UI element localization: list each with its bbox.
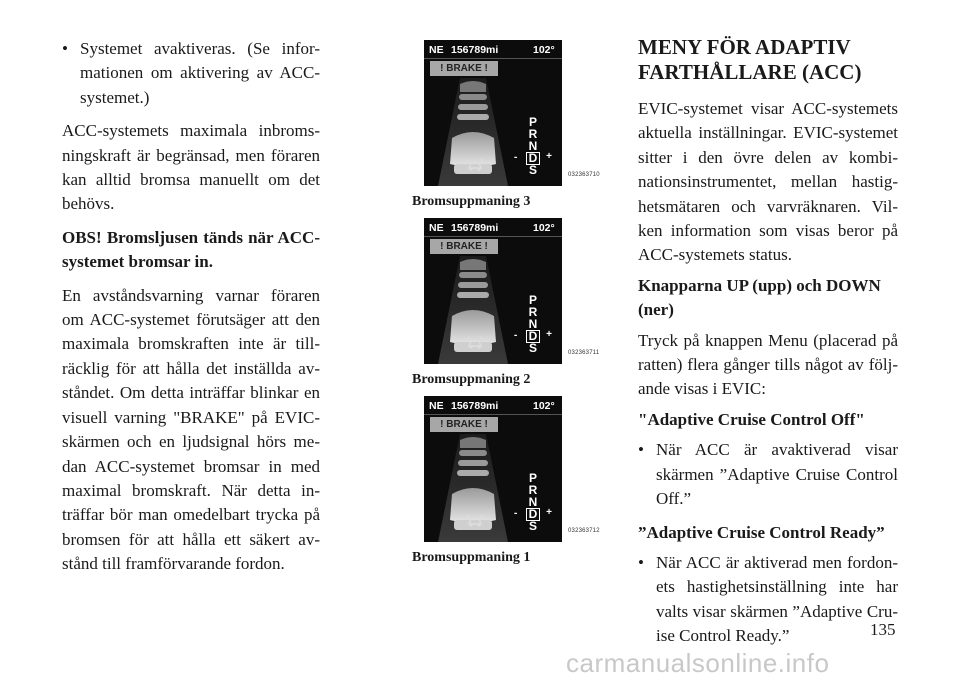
bullet-item bbox=[62, 37, 320, 110]
outside-temperature: 102° bbox=[533, 400, 555, 412]
gear-p: P bbox=[528, 471, 537, 485]
gear-minus: - bbox=[514, 152, 518, 163]
gear-s: S bbox=[528, 341, 537, 355]
gear-d: D bbox=[526, 508, 541, 521]
gear-p: P bbox=[528, 293, 537, 307]
figure-code: 032363712 bbox=[568, 528, 600, 534]
gear-d: D bbox=[526, 152, 541, 165]
figure-caption: Bromsuppmaning 2 bbox=[412, 372, 531, 387]
divider bbox=[424, 414, 562, 415]
evic-screen bbox=[424, 40, 562, 186]
evic-top-bar bbox=[424, 44, 562, 58]
compass-direction: NE bbox=[429, 400, 444, 412]
gear-d-row bbox=[514, 151, 552, 165]
right-column bbox=[638, 35, 898, 658]
bullet-item bbox=[638, 551, 898, 649]
compass-direction: NE bbox=[429, 222, 444, 234]
gear-r: R bbox=[528, 305, 538, 319]
odometer: 156789mi bbox=[451, 44, 499, 56]
bullet-text: När ACC är aktiverad men fordon-ets hastighetsinställning inte har valts visar skärmen ”Adaptive Cru-ise Control Ready.” bbox=[656, 552, 898, 646]
gear-r: R bbox=[528, 483, 538, 497]
figure-brake-1 bbox=[412, 396, 602, 566]
bullet-glyph: • bbox=[638, 440, 644, 460]
subheading: ”Adaptive Cruise Control Ready” bbox=[638, 522, 885, 542]
compass-direction: NE bbox=[429, 44, 444, 56]
gear-s: S bbox=[528, 163, 537, 177]
gear-d-row bbox=[514, 507, 552, 521]
gear-minus: - bbox=[514, 508, 518, 519]
odometer: 156789mi bbox=[451, 400, 499, 412]
bullet-glyph: • bbox=[638, 552, 644, 572]
gear-d-row bbox=[514, 329, 552, 343]
evic-top-bar bbox=[424, 400, 562, 414]
outside-temperature: 102° bbox=[533, 222, 555, 234]
bullet-text: När ACC är avaktiverad visar skärmen ”Adaptive Cruise Control Off.” bbox=[656, 440, 898, 509]
acc-car-icon bbox=[466, 158, 484, 172]
odometer: 156789mi bbox=[451, 222, 499, 234]
figures-column bbox=[412, 40, 602, 574]
evic-top-bar bbox=[424, 222, 562, 236]
brake-warning: ! BRAKE ! bbox=[430, 239, 498, 254]
gear-indicator bbox=[514, 471, 552, 533]
gear-minus: - bbox=[514, 330, 518, 341]
figure-code: 032363710 bbox=[568, 172, 600, 178]
bullet-item bbox=[638, 438, 898, 511]
figure-brake-3 bbox=[412, 40, 602, 210]
gear-d: D bbox=[526, 330, 541, 343]
paragraph: En avståndsvarning varnar föraren om ACC-systemet förutsäger att den maximala bromskraften inte är till-räcklig för att hålla det inställda av-ståndet. Om detta inträffar blinkar en visuell varning "BRAKE" på EVIC-skärmen och en ljudsignal hörs me-dan ACC-systemet bromsar in med maximal bromskraft. När detta in-träffar bör man omedelbart trycka på bromsen för att hålla ett säkert av-stånd till framförvarande fordon. bbox=[62, 285, 320, 574]
subheading: "Adaptive Cruise Control Off" bbox=[638, 409, 865, 429]
gear-p: P bbox=[528, 115, 537, 129]
outside-temperature: 102° bbox=[533, 44, 555, 56]
gear-n: N bbox=[528, 495, 538, 509]
gear-s: S bbox=[528, 519, 537, 533]
gear-indicator bbox=[514, 115, 552, 177]
section-heading: MENY FÖR ADAPTIV FARTHÅLLARE (ACC) bbox=[638, 35, 862, 84]
brake-warning: ! BRAKE ! bbox=[430, 417, 498, 432]
left-column bbox=[62, 37, 320, 586]
gear-plus: + bbox=[546, 329, 552, 340]
paragraph: EVIC-systemet visar ACC-systemets aktuella inställningar. EVIC-systemet sitter i den övre delen av kombi-nationsinstrumentet, mellan hastig-hetsmätaren och varvräknaren. Vil-ken information som visas beror på ACC-systemets status. bbox=[638, 99, 898, 265]
note-paragraph: OBS! Bromsljusen tänds när ACC-systemet bromsar in. bbox=[62, 227, 320, 272]
brake-warning: ! BRAKE ! bbox=[430, 61, 498, 76]
figure-brake-2 bbox=[412, 218, 602, 388]
acc-car-icon bbox=[466, 336, 484, 350]
bullet-glyph: • bbox=[62, 39, 68, 58]
paragraph: Tryck på knappen Menu (placerad på ratten) flera gånger tills något av följ-ande visas i EVIC: bbox=[638, 330, 898, 399]
gear-plus: + bbox=[546, 151, 552, 162]
figure-caption: Bromsuppmaning 1 bbox=[412, 550, 531, 565]
evic-screen bbox=[424, 218, 562, 364]
figure-caption: Bromsuppmaning 3 bbox=[412, 194, 531, 209]
acc-car-icon bbox=[466, 514, 484, 528]
watermark: carmanualsonline.info bbox=[566, 648, 830, 678]
subheading: Knapparna UP (upp) och DOWN (ner) bbox=[638, 275, 881, 320]
gear-n: N bbox=[528, 317, 538, 331]
gear-indicator bbox=[514, 293, 552, 355]
gear-r: R bbox=[528, 127, 538, 141]
paragraph: ACC-systemets maximala inbroms-ningskraft är begränsad, men föraren kan alltid bromsa manuellt om det behövs. bbox=[62, 121, 320, 214]
bullet-text: Systemet avaktiveras. (Se infor-mationen om aktivering av ACC-systemet.) bbox=[80, 39, 320, 107]
evic-screen bbox=[424, 396, 562, 542]
page-number: 135 bbox=[870, 620, 896, 639]
gear-plus: + bbox=[546, 507, 552, 518]
divider bbox=[424, 236, 562, 237]
figure-code: 032363711 bbox=[568, 350, 600, 356]
divider bbox=[424, 58, 562, 59]
gear-n: N bbox=[528, 139, 538, 153]
